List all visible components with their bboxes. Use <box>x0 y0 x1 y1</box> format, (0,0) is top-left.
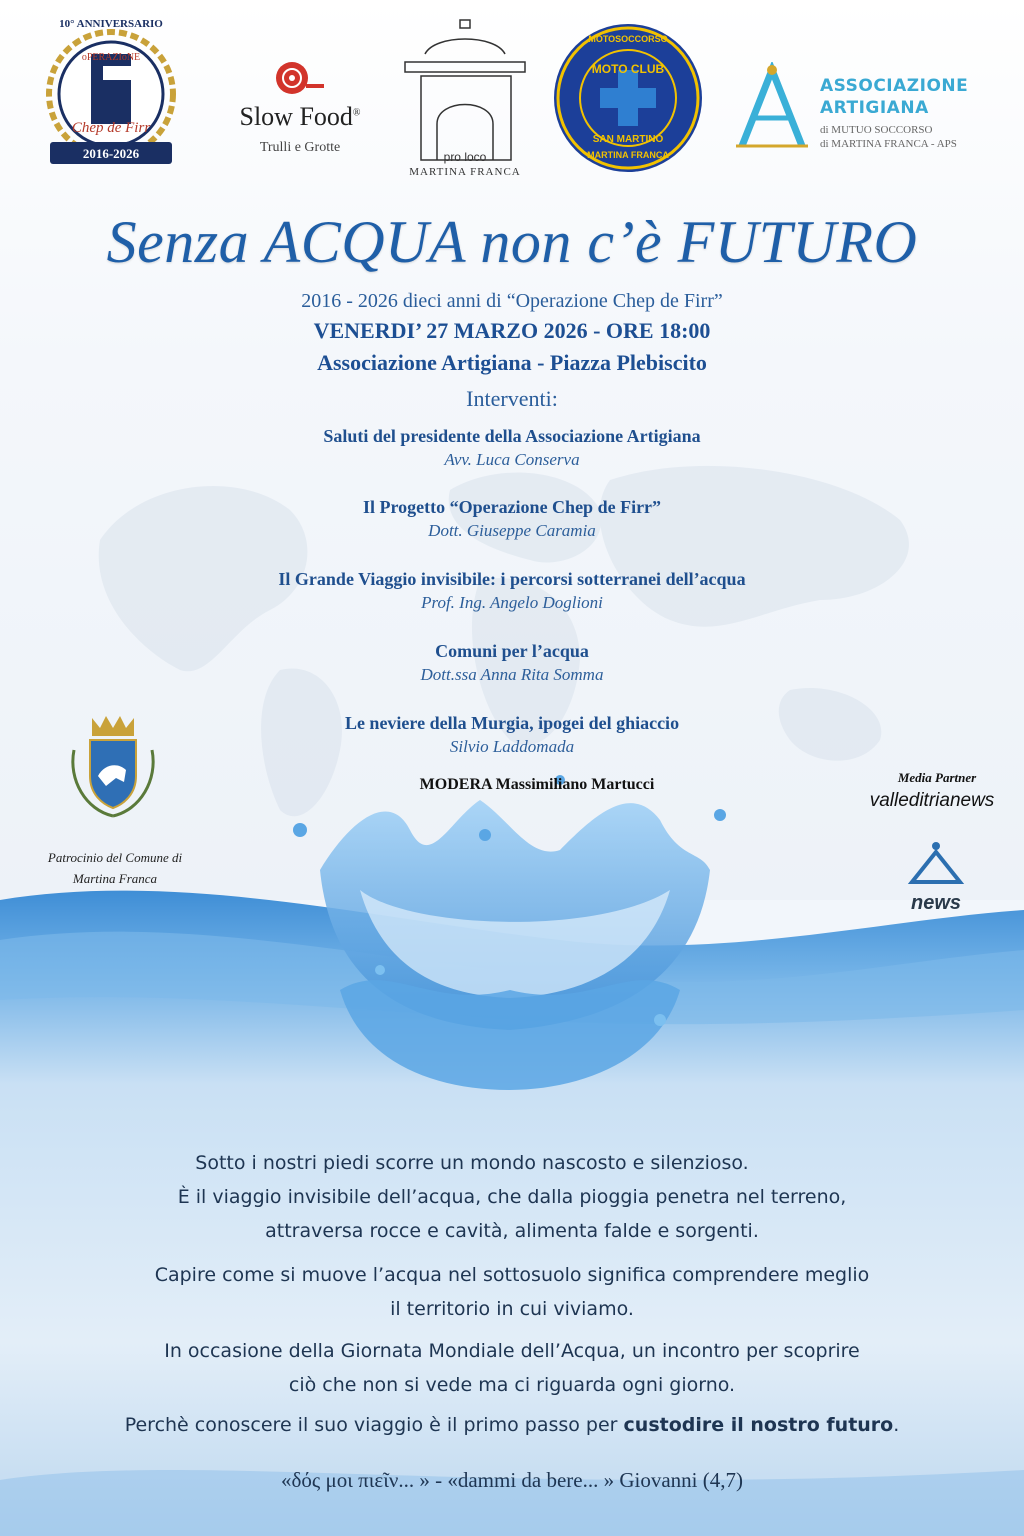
media-partner-label: Media Partner <box>897 770 977 785</box>
talk-item <box>0 569 1024 613</box>
talk-speaker: Avv. Luca Conserva <box>444 450 580 469</box>
p3-line2: ciò che non si vede ma ci riguarda ogni giorno. <box>288 1374 736 1396</box>
news-logo-text: news <box>910 892 962 914</box>
associazione-artigiana-logo <box>732 62 992 162</box>
patrocinio-text <box>30 848 200 890</box>
registered-mark: ® <box>352 107 361 119</box>
talk-speaker: Silvio Laddomada <box>449 737 575 756</box>
slow-food-sub: Trulli e Grotte <box>259 140 341 155</box>
event-date: VENERDI’ 27 MARZO 2026 - ORE 18:00 <box>313 318 711 343</box>
patrocinio-line1: Patrocinio del Comune di <box>47 850 183 865</box>
p4-end: . <box>893 1414 900 1436</box>
talk-title: Saluti del presidente della Associazione Artigiana <box>323 426 701 446</box>
p2-line1: Capire come si muove l’acqua nel sottosuolo significa comprendere meglio <box>154 1264 870 1286</box>
talk-speaker: Prof. Ing. Angelo Doglioni <box>421 593 603 612</box>
p3-line1: In occasione della Giornata Mondiale dell’Acqua, un incontro per scoprire <box>164 1340 860 1362</box>
coat-of-arms-icon <box>66 710 160 820</box>
slow-food-name: Slow Food <box>239 102 353 131</box>
pro-loco-name: pro loco <box>443 150 487 164</box>
talk-item <box>0 641 1024 685</box>
artigiana-line2: ARTIGIANA <box>820 98 929 118</box>
moto-club-logo <box>552 22 704 174</box>
moderator: MODERA Massimiliano Martucci <box>419 776 655 793</box>
p4-start: Perchè conoscere il suo viaggio è il primo passo per <box>124 1414 624 1436</box>
paragraph-4 <box>0 1408 1024 1442</box>
paragraph-2 <box>0 1258 1024 1326</box>
artigiana-line3: di MUTUO SOCCORSO <box>820 124 933 136</box>
chep-de-firr-logo <box>36 14 186 174</box>
water-splash <box>280 760 740 1100</box>
chep-ribbon-text: oPERAZIoNE <box>81 52 141 63</box>
talk-item <box>0 426 1024 470</box>
event-subtitle: 2016 - 2026 dieci anni di “Operazione Chep de Firr” <box>301 290 723 312</box>
media-partner-name: valleditrianews <box>869 790 995 811</box>
slow-food-logo <box>210 56 390 166</box>
chep-script-text: Chep de Firr <box>71 120 151 136</box>
event-title: Senza ACQUA non c’è FUTURO <box>106 209 918 275</box>
moto-club-bottom: MARTINA FRANCA <box>587 150 669 160</box>
arch-icon <box>395 14 535 164</box>
p1-line1: Sotto i nostri piedi scorre un mondo nascosto e silenzioso. <box>195 1152 749 1174</box>
paragraph-1 <box>0 1146 1024 1248</box>
talk-title: Le neviere della Murgia, ipogei del ghiaccio <box>344 713 680 733</box>
p1-line3: attraversa rocce e cavità, alimenta falde e sorgenti. <box>265 1220 759 1242</box>
moto-club-name1: MOTO CLUB <box>591 62 665 76</box>
artigiana-line4: di MARTINA FRANCA - APS <box>820 138 957 150</box>
chep-years-text: 2016-2026 <box>82 146 140 161</box>
snail-icon <box>268 56 328 100</box>
talk-title: Il Progetto “Operazione Chep de Firr” <box>362 497 662 517</box>
event-place: Associazione Artigiana - Piazza Plebiscito <box>317 350 707 375</box>
pro-loco-city: MARTINA FRANCA <box>409 166 521 178</box>
monogram-icon <box>732 62 812 152</box>
scripture-quote: «δός μοι πιεῖν... » - «dammi da bere... » Giovanni (4,7) <box>281 1468 743 1492</box>
p1-line2: È il viaggio invisibile dell’acqua, che dalla pioggia penetra nel terreno, <box>177 1186 847 1208</box>
chep-top-text: 10° ANNIVERSARIO <box>59 18 163 30</box>
talk-speaker: Dott. Giuseppe Caramia <box>428 521 596 540</box>
p4-bold: custodire il nostro futuro <box>623 1414 894 1436</box>
moto-club-name2: SAN MARTINO <box>592 134 664 145</box>
interventi-heading: Interventi: <box>466 386 558 411</box>
artigiana-line1: ASSOCIAZIONE <box>820 76 969 96</box>
talk-speaker: Dott.ssa Anna Rita Somma <box>420 665 604 684</box>
valleditria-news-icon <box>898 838 974 894</box>
talk-title: Comuni per l’acqua <box>435 641 589 661</box>
moto-club-top: MOTOSOCCORSO <box>588 34 668 44</box>
paragraph-3 <box>0 1334 1024 1402</box>
pro-loco-logo <box>395 14 535 184</box>
talk-title: Il Grande Viaggio invisibile: i percorsi sotterranei dell’acqua <box>278 569 746 589</box>
p2-line2: il territorio in cui viviamo. <box>390 1298 634 1320</box>
patrocinio-line2: Martina Franca <box>72 870 158 886</box>
talk-item <box>0 497 1024 541</box>
